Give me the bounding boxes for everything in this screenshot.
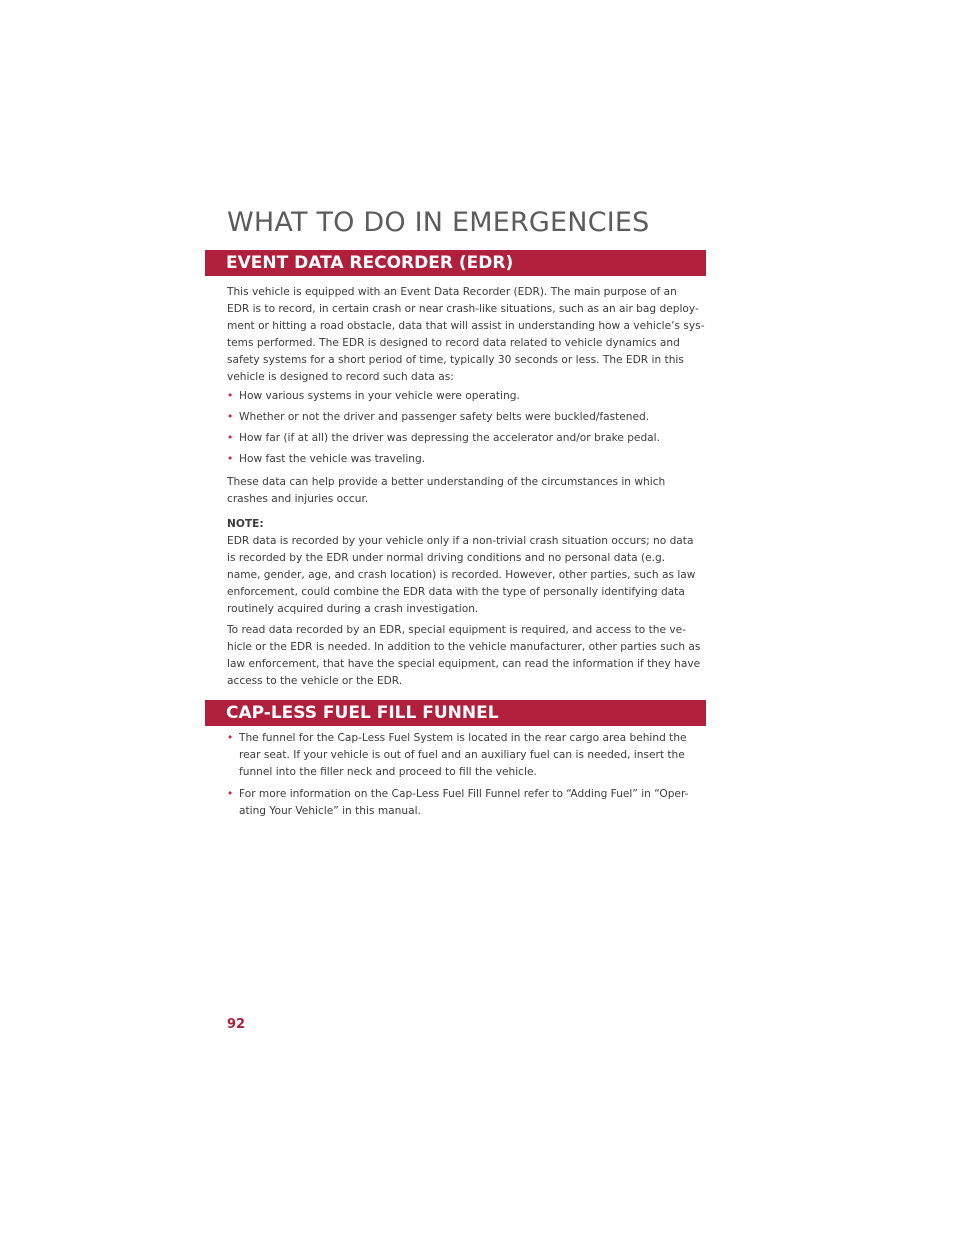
edr-summary-paragraph	[227, 474, 707, 508]
text-line: This vehicle is equipped with an Event Data Recorder (EDR). The main purpose of an	[227, 286, 677, 298]
chapter-title: WHAT TO DO IN EMERGENCIES	[227, 207, 650, 238]
fuel-funnel-bullet-list	[227, 730, 707, 820]
text-line: is recorded by the EDR under normal driving conditions and no personal data (e.g.	[227, 552, 666, 564]
text-line: crashes and injuries occur.	[227, 493, 369, 505]
text-line: funnel into the filler neck and proceed to fill the vehicle.	[239, 766, 537, 778]
list-item	[227, 786, 707, 820]
edr-access-paragraph	[227, 622, 707, 690]
list-item	[227, 388, 707, 405]
bullet-icon: •	[227, 732, 234, 744]
list-item	[227, 730, 707, 781]
list-item-text: How far (if at all) the driver was depressing the accelerator and/or brake pedal.	[239, 432, 660, 444]
edr-bullet-list	[227, 388, 707, 468]
bullet-icon: •	[227, 390, 234, 402]
list-item	[227, 451, 707, 468]
bullet-icon: •	[227, 432, 234, 444]
text-line: The funnel for the Cap-Less Fuel System is located in the rear cargo area behind the	[239, 732, 687, 744]
list-item-text: Whether or not the driver and passenger safety belts were buckled/fastened.	[239, 411, 650, 423]
edr-intro-paragraph	[227, 284, 707, 386]
bullet-icon: •	[227, 411, 234, 423]
text-line: enforcement, could combine the EDR data with the type of personally identifying data	[227, 586, 685, 598]
text-line: These data can help provide a better understanding of the circumstances in which	[227, 476, 666, 488]
list-item	[227, 430, 707, 447]
text-line: name, gender, age, and crash location) is recorded. However, other parties, such as law	[227, 569, 696, 581]
list-item-text: How fast the vehicle was traveling.	[239, 453, 426, 465]
page-number: 92	[227, 1017, 246, 1032]
text-line: EDR data is recorded by your vehicle only if a non-trivial crash situation occurs; no data	[227, 535, 694, 547]
text-line: To read data recorded by an EDR, special equipment is required, and access to the ve-	[227, 624, 687, 636]
section-heading-edr: EVENT DATA RECORDER (EDR)	[205, 250, 706, 276]
note-label: NOTE:	[227, 518, 264, 530]
text-line: tems performed. The EDR is designed to record data related to vehicle dynamics and	[227, 337, 680, 349]
text-line: access to the vehicle or the EDR.	[227, 675, 403, 687]
text-line: hicle or the EDR is needed. In addition to the vehicle manufacturer, other parties such as	[227, 641, 701, 653]
text-line: rear seat. If your vehicle is out of fuel and an auxiliary fuel can is needed, insert the	[239, 749, 685, 761]
list-item	[227, 409, 707, 426]
bullet-icon: •	[227, 453, 234, 465]
text-line: For more information on the Cap-Less Fuel Fill Funnel refer to “Adding Fuel” in “Oper-	[239, 788, 689, 800]
text-line: safety systems for a short period of time, typically 30 seconds or less. The EDR in this	[227, 354, 684, 366]
text-line: ating Your Vehicle” in this manual.	[239, 805, 421, 817]
list-item-text: How various systems in your vehicle were operating.	[239, 390, 520, 402]
text-line: routinely acquired during a crash investigation.	[227, 603, 479, 615]
bullet-icon: •	[227, 788, 234, 800]
text-line: law enforcement, that have the special equipment, can read the information if they have	[227, 658, 701, 670]
section-heading-fuel-funnel: CAP-LESS FUEL FILL FUNNEL	[205, 700, 706, 726]
text-line: EDR is to record, in certain crash or near crash-like situations, such as an air bag deploy-	[227, 303, 699, 315]
edr-note	[227, 516, 707, 618]
text-line: vehicle is designed to record such data as:	[227, 371, 454, 383]
text-line: ment or hitting a road obstacle, data that will assist in understanding how a vehicle’s sys-	[227, 320, 705, 332]
